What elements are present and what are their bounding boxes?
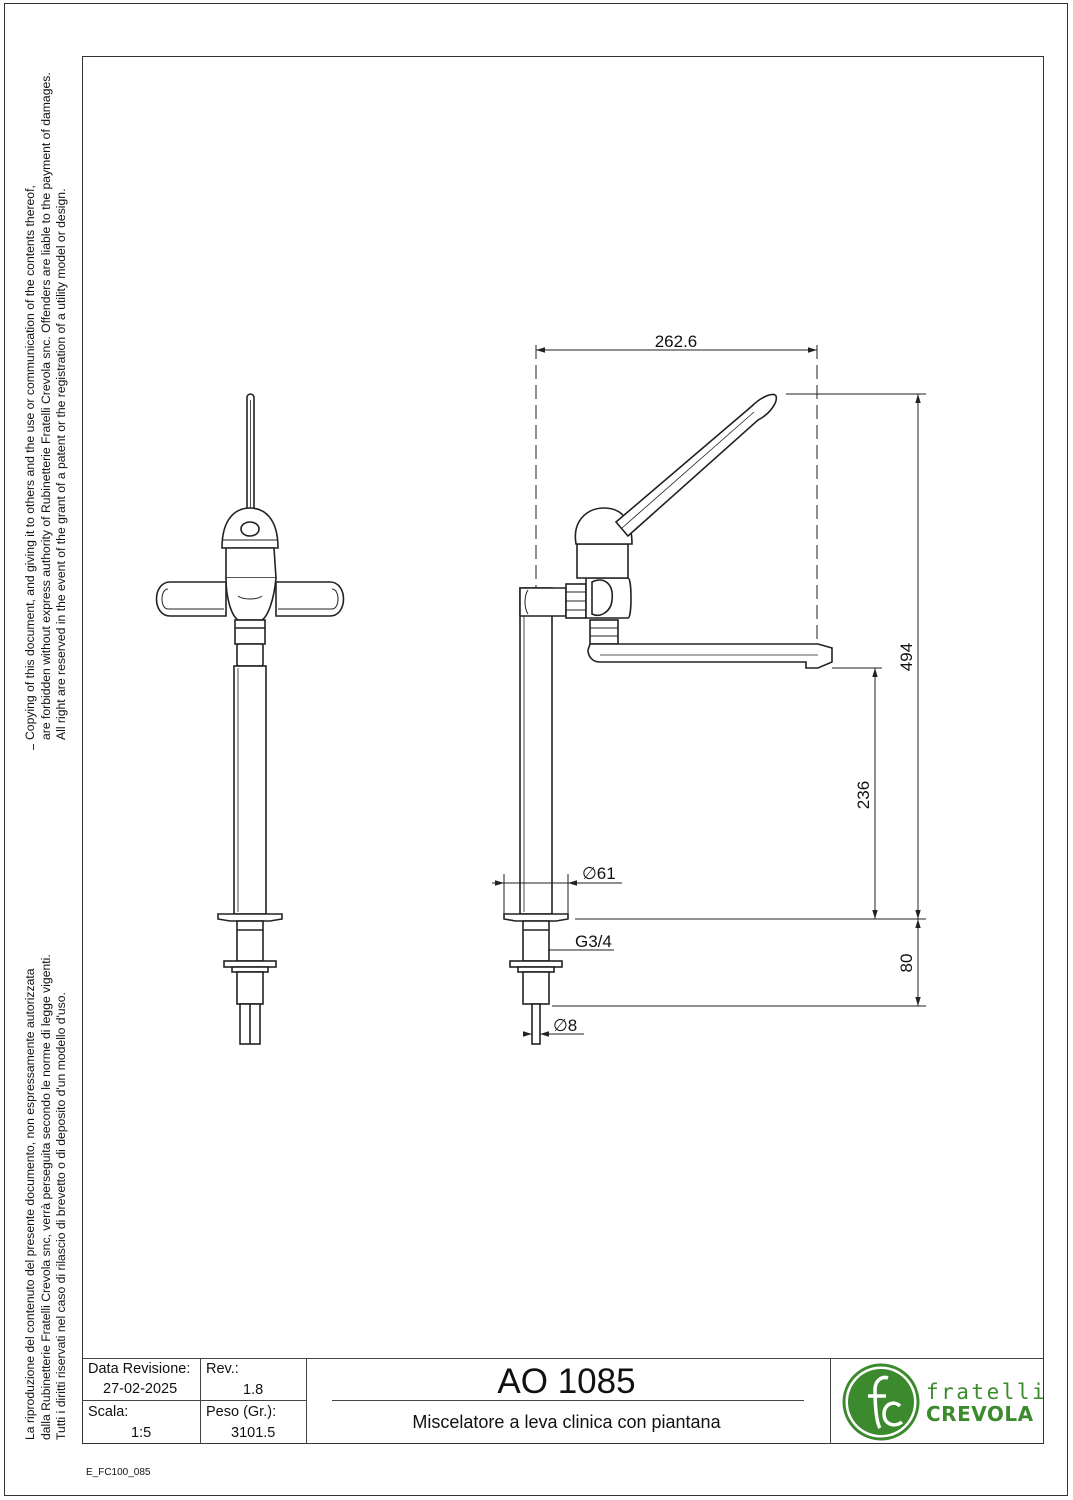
copyright-en-line: are forbidden without express authority of Rubinetterie Fratelli Crevola snc. Offenders are liable to the payment of damages. — [38, 72, 53, 740]
document-id: E_FC100_085 — [86, 1467, 151, 1478]
dim-thread: G3/4 — [575, 932, 612, 951]
logo-fc-icon — [842, 1362, 922, 1442]
logo-text-crevola: CREVOLA — [926, 1402, 1034, 1426]
dim-spout-reach: 262.6 — [654, 332, 698, 351]
title-block — [82, 1358, 1048, 1444]
dim-shank-length: 80 — [897, 953, 916, 973]
rev-value: 1.8 — [243, 1382, 264, 1398]
copyright-it-line: La riproduzione del contenuto del presente documento, non espressamente autorizzata — [23, 968, 37, 1440]
copyright-it-line: Tutti i diritti riservati nel caso di rilascio di brevetto o di deposito d'un modello d'uso. — [54, 992, 68, 1440]
rev-label: Rev.: — [206, 1361, 239, 1377]
side-view — [504, 345, 832, 1044]
product-description: Miscelatore a leva clinica con piantana — [412, 1412, 721, 1432]
scale-label: Scala: — [88, 1404, 129, 1420]
dim-rod-diameter: ∅8 — [553, 1016, 578, 1035]
dim-column-diameter: ∅61 — [582, 864, 616, 883]
copyright-it-line: dalla Rubinetterie Fratelli Crevola snc, verrà perseguita secondo le norme di legge vigenti. — [38, 954, 53, 1440]
weight-label: Peso (Gr.): — [206, 1404, 277, 1420]
revision-date-label: Data Revisione: — [88, 1361, 191, 1377]
company-logo — [842, 1362, 1048, 1442]
product-code: AO 1085 — [497, 1362, 636, 1401]
dim-spout-height: 236 — [854, 780, 873, 810]
dim-total-height: 494 — [897, 642, 916, 672]
logo-text-fratelli: fratelli — [926, 1380, 1048, 1404]
scale-value: 1:5 — [131, 1425, 152, 1441]
copyright-en-line: Copying of this document, and giving it to others and the use or communication of the contents thereof, — [23, 185, 37, 740]
revision-date: 27-02-2025 — [103, 1381, 178, 1397]
copyright-en-line: All right are reserved in the event of the grant of a patent or the registration of a utility model or design. — [54, 188, 68, 740]
front-view — [157, 394, 344, 1044]
weight-value: 3101.5 — [231, 1425, 276, 1441]
